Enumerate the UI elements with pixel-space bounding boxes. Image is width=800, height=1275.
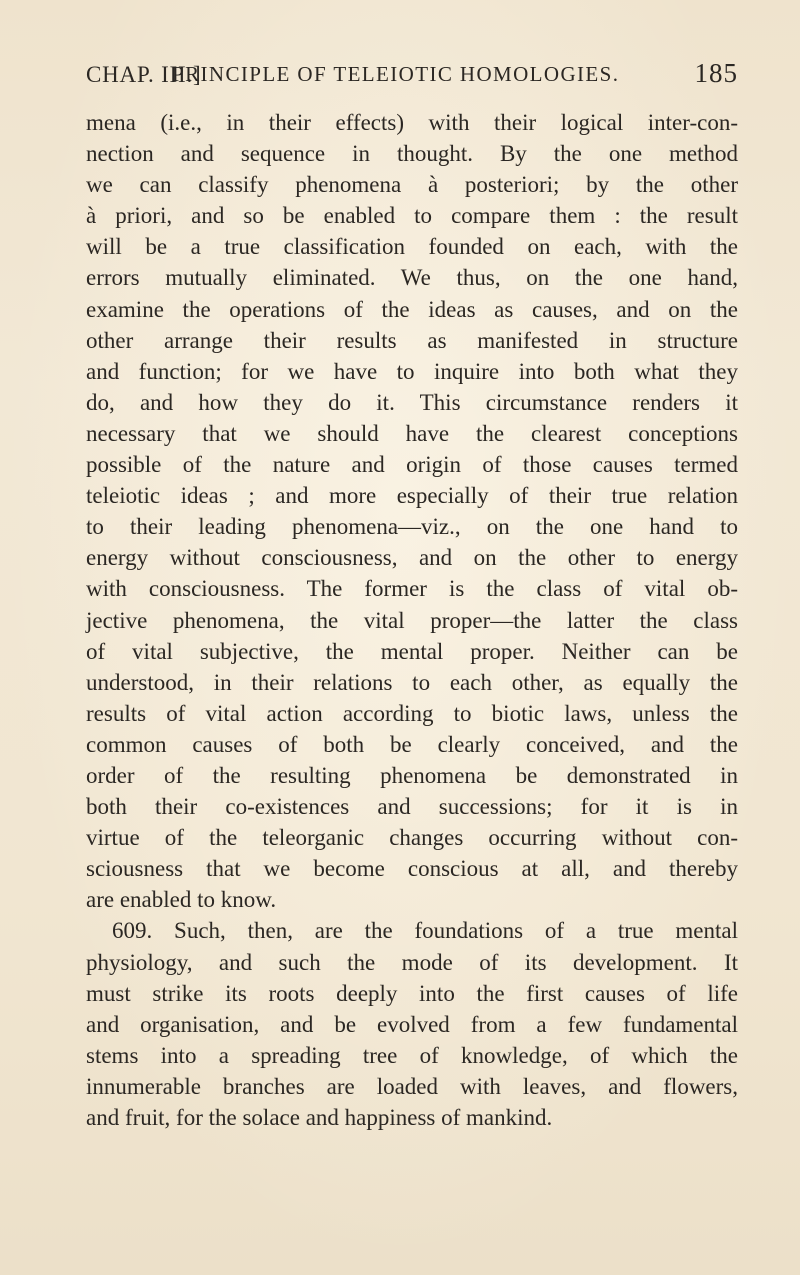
paragraph-last-line: and fruit, for the solace and happiness of mankind. xyxy=(86,1105,553,1130)
text-line: possible of the nature and origin of those causes termed xyxy=(86,452,738,478)
text-line: errors mutually eliminated. We thus, on the one hand, xyxy=(86,265,738,291)
chapter-label: CHAP. III.] xyxy=(86,62,202,87)
text-line: other arrange their results as manifested in structure xyxy=(86,327,738,353)
text-line: common causes of both be clearly conceived, and the xyxy=(86,731,738,757)
text-line: with consciousness. The former is the class of vital ob- xyxy=(86,576,738,602)
text-line: à priori, and so be enabled to compare them : the result xyxy=(86,203,738,229)
page-number: 185 xyxy=(694,58,738,88)
paragraph-last-line: are enabled to know. xyxy=(86,887,277,913)
text-line: do, and how they do it. This circumstance renders it xyxy=(86,389,738,415)
text-line: energy without consciousness, and on the other to energy xyxy=(86,545,738,571)
text-line: sciousness that we become conscious at all, and thereby xyxy=(86,856,738,882)
text-line: necessary that we should have the clearest conceptions xyxy=(86,420,738,446)
text-line: jective phenomena, the vital proper—the latter the class xyxy=(86,607,738,633)
text-line: teleiotic ideas ; and more especially of their true relation xyxy=(86,483,738,509)
text-line: examine the operations of the ideas as causes, and on the xyxy=(86,296,738,322)
text-line: innumerable branches are loaded with leaves, and flowers, xyxy=(86,1073,738,1099)
text-line: virtue of the teleorganic changes occurring without con- xyxy=(86,825,738,851)
text-line: mena (i.e., in their effects) with their logical inter-con- xyxy=(86,110,738,135)
text-line: will be a true classification founded on each, with the xyxy=(86,234,738,260)
text-line: understood, in their relations to each other, as equally the xyxy=(86,669,738,695)
text-line: both their co-existences and successions; for it is in xyxy=(86,794,738,820)
body-text xyxy=(86,107,738,1133)
section-609-first-line: 609. Such, then, are the foundations of a true mental xyxy=(112,918,738,944)
text-line: results of vital action according to biotic laws, unless the xyxy=(86,700,738,726)
running-header xyxy=(86,58,738,98)
text-line: we can classify phenomena à posteriori; by the other xyxy=(86,172,738,198)
text-line: order of the resulting phenomena be demonstrated in xyxy=(86,762,738,788)
text-line: to their leading phenomena—viz., on the one hand to xyxy=(86,514,738,540)
text-line: nection and sequence in thought. By the one method xyxy=(86,141,738,167)
text-line: physiology, and such the mode of its development. It xyxy=(86,949,738,975)
text-line: must strike its roots deeply into the first causes of life xyxy=(86,980,738,1006)
text-line: of vital subjective, the mental proper. Neither can be xyxy=(86,638,738,664)
text-line: stems into a spreading tree of knowledge, of which the xyxy=(86,1042,738,1068)
text-line: and organisation, and be evolved from a few fundamental xyxy=(86,1011,738,1037)
text-line: and function; for we have to inquire into both what they xyxy=(86,358,738,384)
running-title: PRINCIPLE OF TELEIOTIC HOMOLOGIES. xyxy=(172,62,620,86)
